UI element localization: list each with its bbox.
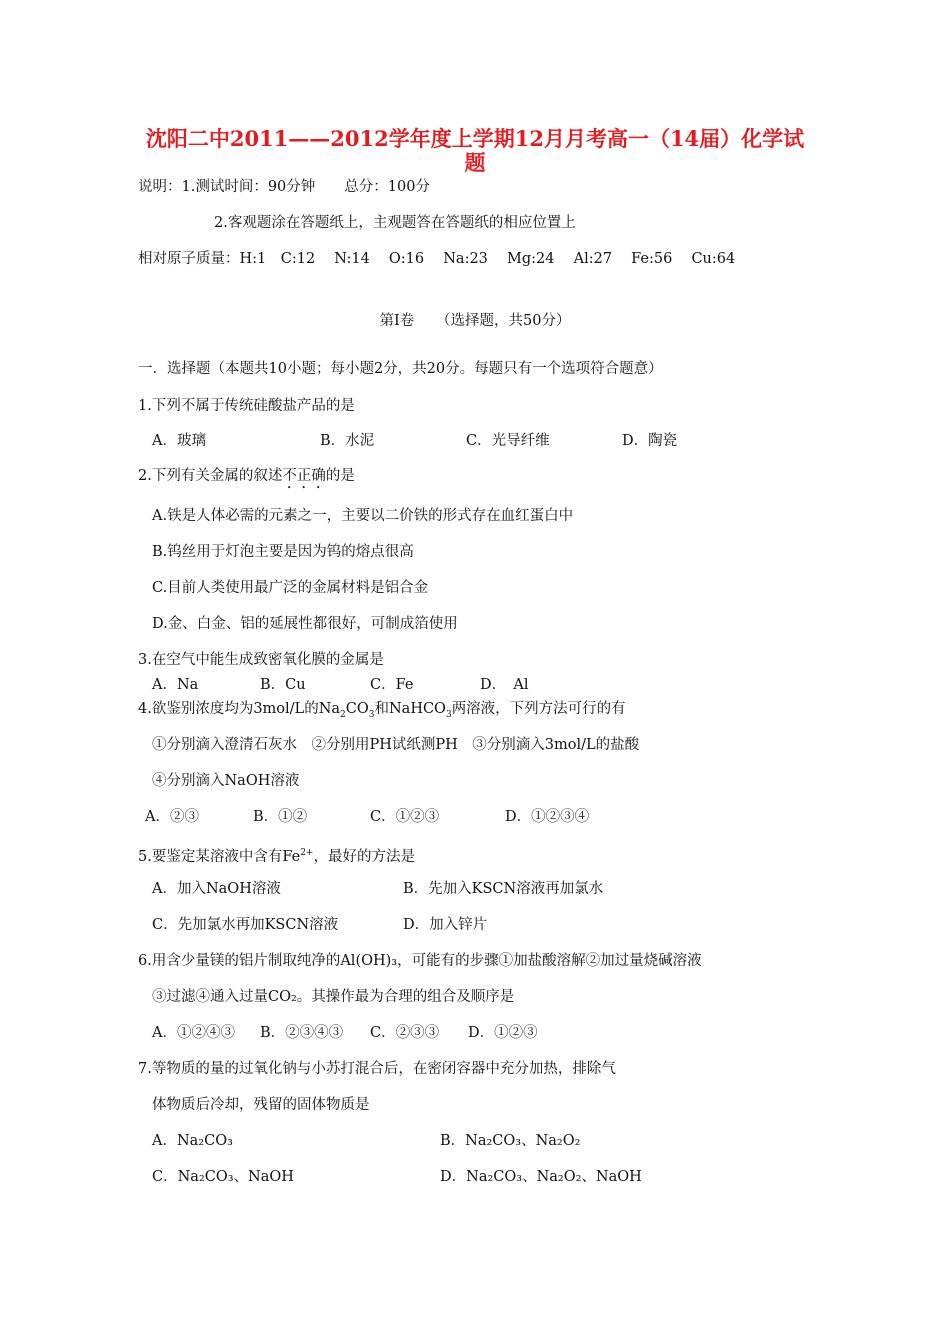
note-line-1: 说明：1.测试时间：90分钟 总分：100分 xyxy=(138,179,430,195)
page-title-continued: 题 xyxy=(464,150,486,175)
q4-stem-mid2: 和NaHCO xyxy=(374,701,446,717)
q5-option-d: D．加入锌片 xyxy=(403,917,488,933)
q6-stem-line-2: ③过滤④通入过量CO₂。其操作最为合理的组合及顺序是 xyxy=(152,989,515,1005)
q4-option-a: A．②③ xyxy=(145,809,199,825)
subscript-3: 3 xyxy=(368,709,375,720)
q2-stem xyxy=(138,466,355,492)
q4-methods-line-1: ①分别滴入澄清石灰水 ②分别用PH试纸测PH ③分别滴入3mol/L的盐酸 xyxy=(152,737,640,753)
q5-stem xyxy=(138,843,415,867)
part-one-heading: 一．选择题（本题共10小题；每小题2分，共20分。每题只有一个选项符合题意） xyxy=(138,361,663,377)
q1-option-b: B．水泥 xyxy=(320,433,375,449)
q4-option-b: B．①② xyxy=(253,809,308,825)
q2-stem-pre: 2.下列有关金属的叙述 xyxy=(138,468,283,484)
q4-stem-mid1: CO xyxy=(345,701,369,717)
q3-option-b: B．Cu xyxy=(260,677,306,693)
q4-option-c: C．①②③ xyxy=(370,809,440,825)
q2-option-b: B.钨丝用于灯泡主要是因为钨的熔点很高 xyxy=(152,544,414,560)
q4-option-d: D．①②③④ xyxy=(505,809,590,825)
q2-stem-post: 的是 xyxy=(325,468,355,484)
q1-option-d: D．陶瓷 xyxy=(622,433,678,449)
q4-stem-post: 两溶液，下列方法可行的有 xyxy=(451,701,626,717)
q6-stem: 6.用含少量镁的铝片制取纯净的Al(OH)₃，可能有的步骤①加盐酸溶解②加过量烧碱溶液 xyxy=(138,953,702,969)
q4-stem-pre: 4.欲鉴别浓度均为3mol/L的Na xyxy=(138,701,341,717)
section-header: 第Ⅰ卷 （选择题，共50分） xyxy=(379,313,571,329)
q3-option-d: D． Al xyxy=(480,677,529,693)
q3-option-c: C．Fe xyxy=(370,677,414,693)
q1-stem: 1.下列不属于传统硅酸盐产品的是 xyxy=(138,398,355,414)
q5-stem-sup: 2+ xyxy=(300,848,314,858)
q6-option-d: D．①②③ xyxy=(468,1025,538,1041)
q1-option-a: A．玻璃 xyxy=(152,433,206,449)
subscript-2: 2 xyxy=(340,709,346,720)
q2-option-d: D.金、白金、铝的延展性都很好，可制成箔使用 xyxy=(152,616,458,632)
q5-stem-pre: 5.要鉴定某溶液中含有Fe xyxy=(138,848,301,865)
q6-option-c: C．②③③ xyxy=(370,1025,440,1041)
q2-option-c: C.目前人类使用最广泛的金属材料是铝合金 xyxy=(152,580,429,596)
q6-option-a: A．①②④③ xyxy=(152,1025,235,1041)
q7-stem: 7.等物质的量的过氧化钠与小苏打混合后，在密闭容器中充分加热，排除气 xyxy=(138,1061,616,1077)
page-title: 沈阳二中2011——2012学年度上学期12月月考高一（14届）化学试 xyxy=(145,126,805,151)
q5-option-b: B．先加入KSCN溶液再加氯水 xyxy=(403,881,604,897)
q3-option-a: A．Na xyxy=(152,677,199,693)
q7-option-c: C．Na₂CO₃、NaOH xyxy=(152,1169,294,1185)
q7-option-b: B．Na₂CO₃、Na₂O₂ xyxy=(440,1133,581,1149)
q2-stem-emphasis: 不正确 xyxy=(282,468,326,484)
subscript-3: 3 xyxy=(445,709,452,720)
q3-stem: 3.在空气中能生成致密氧化膜的金属是 xyxy=(138,652,384,668)
q2-option-a: A.铁是人体必需的元素之一，主要以二价铁的形式存在血红蛋白中 xyxy=(152,508,574,524)
atomic-mass-line: 相对原子质量：H:1 C:12 N:14 O:16 Na:23 Mg:24 Al:27 Fe:56 Cu:64 xyxy=(138,251,736,267)
q5-option-c: C．先加氯水再加KSCN溶液 xyxy=(152,917,339,933)
q5-option-a: A．加入NaOH溶液 xyxy=(152,881,281,897)
q6-option-b: B．②③④③ xyxy=(260,1025,344,1041)
q7-stem-line-2: 体物质后冷却，残留的固体物质是 xyxy=(152,1097,370,1113)
q7-option-d: D．Na₂CO₃、Na₂O₂、NaOH xyxy=(440,1169,642,1185)
note-line-2: 2.客观题涂在答题纸上，主观题答在答题纸的相应位置上 xyxy=(214,215,576,231)
q5-stem-post: ，最好的方法是 xyxy=(313,848,415,865)
q4-methods-line-2: ④分别滴入NaOH溶液 xyxy=(152,773,300,789)
q1-option-c: C．光导纤维 xyxy=(466,433,550,449)
q7-option-a: A．Na₂CO₃ xyxy=(152,1133,233,1149)
q4-stem xyxy=(138,699,626,725)
